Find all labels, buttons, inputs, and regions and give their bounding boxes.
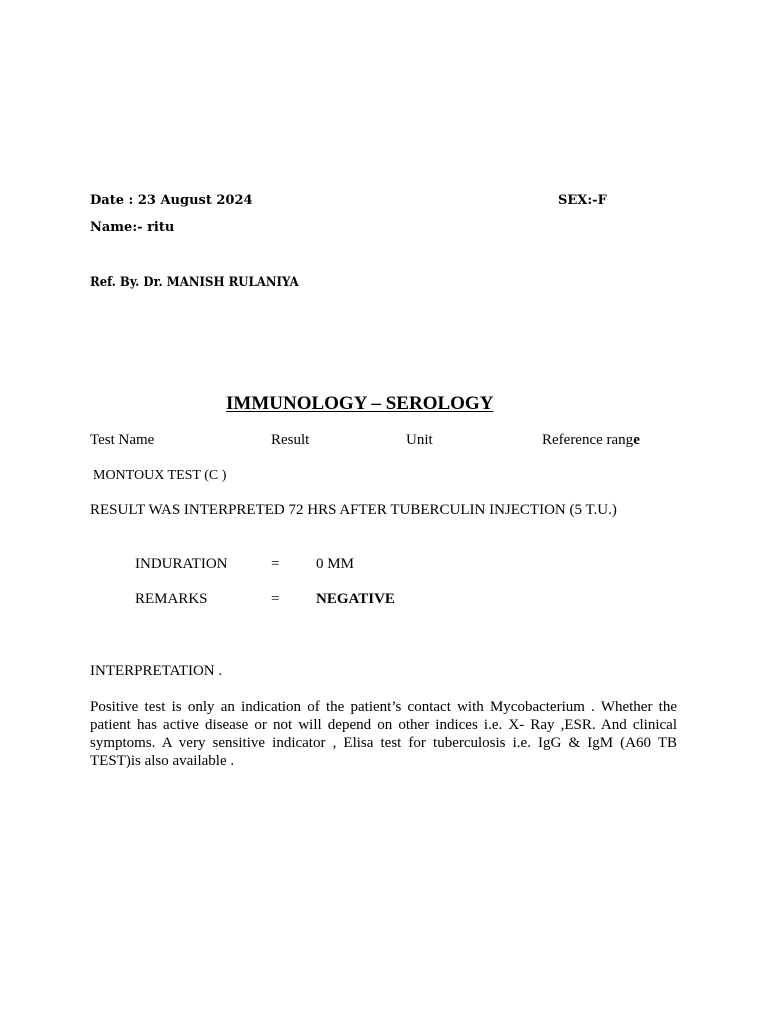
- section-title: IMMUNOLOGY – SEROLOGY: [226, 393, 494, 414]
- remarks-label: REMARKS: [135, 591, 208, 607]
- ref-label: Ref. By. Dr.: [90, 275, 167, 290]
- test-name: MONTOUX TEST (C ): [93, 468, 227, 483]
- column-reference-range: [542, 432, 640, 449]
- date-label: Date :: [90, 193, 138, 208]
- interpretation-heading: INTERPRETATION .: [90, 663, 223, 679]
- report-date: [90, 193, 253, 208]
- remarks-value: NEGATIVE: [316, 591, 395, 607]
- column-test-name: Test Name: [90, 432, 155, 448]
- test-note: RESULT WAS INTERPRETED 72 HRS AFTER TUBERCULIN INJECTION (5 T.U.): [90, 502, 617, 518]
- reference-suffix: e: [633, 432, 640, 448]
- referred-by: [90, 275, 299, 290]
- induration-equals: =: [271, 556, 280, 572]
- interpretation-text: Positive test is only an indication of the patient’s contact with Mycobacterium . Whether the patient has active disease or not will depend on other indices i.e. X- Ray ,ESR. And clinical symptoms. A very sensitive indicator , Elisa test for tuberculosis i.e. IgG & IgM (A60 TB TEST)is also available .: [90, 699, 677, 769]
- column-unit: Unit: [406, 432, 433, 448]
- column-result: Result: [271, 432, 310, 448]
- patient-sex: SEX:-F: [558, 193, 607, 208]
- remarks-equals: =: [271, 591, 280, 607]
- patient-name: [90, 220, 174, 235]
- induration-label: INDURATION: [135, 556, 228, 572]
- name-value: ritu: [147, 220, 175, 235]
- date-value: 23 August 2024: [137, 193, 253, 208]
- induration-value: 0 MM: [316, 556, 354, 572]
- ref-doctor: MANISH RULANIYA: [166, 275, 299, 290]
- reference-prefix: Reference rang: [542, 432, 634, 448]
- name-label: Name:-: [90, 220, 148, 235]
